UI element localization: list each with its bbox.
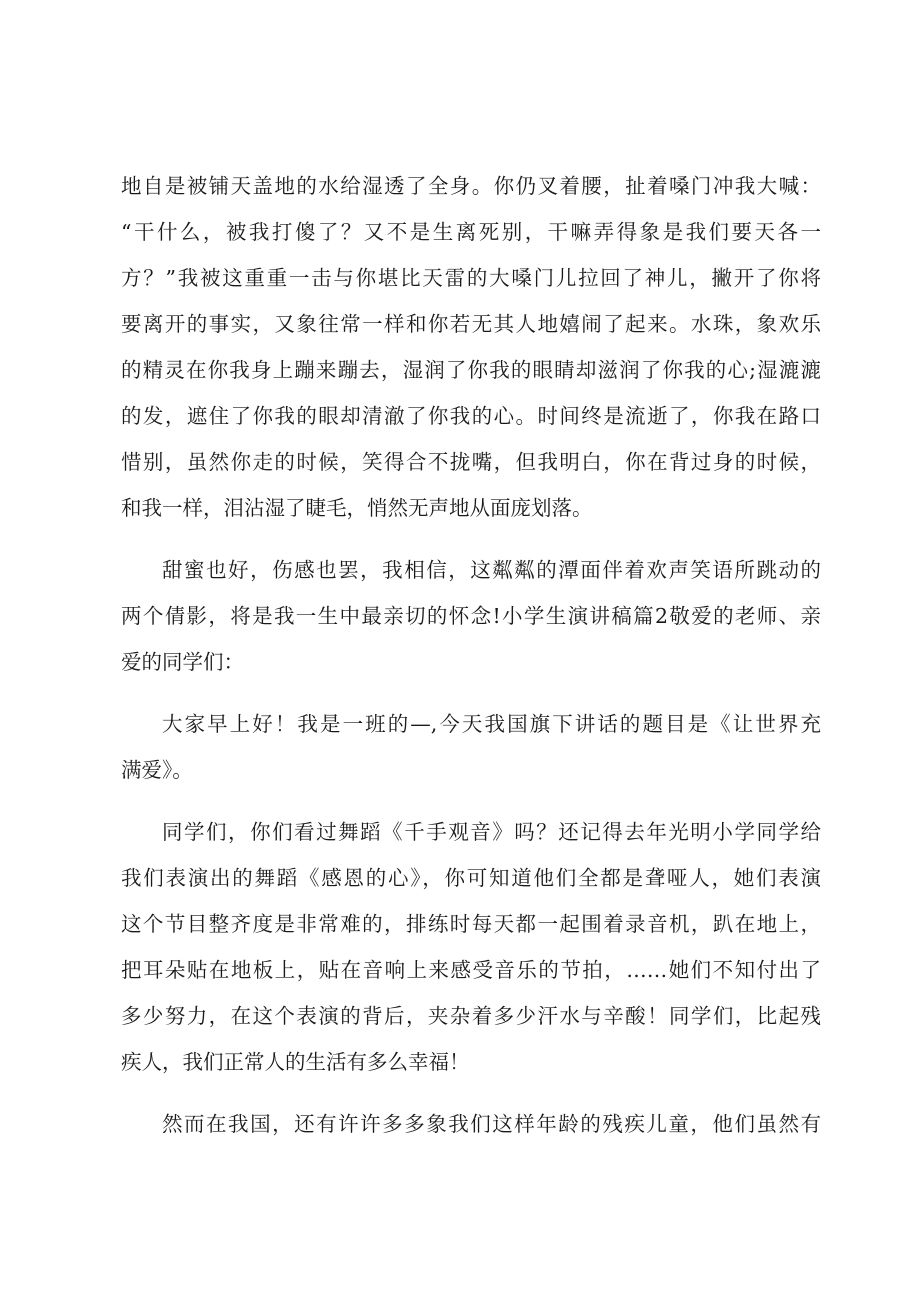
text-line: 地自是被铺天盖地的水给湿透了全身。你仍叉着腰，扯着嗓门冲我大喊： — [121, 174, 821, 198]
paragraph — [121, 547, 821, 685]
text-line: 把耳朵贴在地板上，贴在音响上来感受音乐的节拍，……她们不知付出了 — [121, 958, 821, 982]
text-line: 多少努力，在这个表演的背后，夹杂着多少汗水与辛酸！同学们，比起残 — [121, 1004, 821, 1028]
text-line: 两个倩影，将是我一生中最亲切的怀念!小学生演讲稿篇2敬爱的老师、亲 — [121, 604, 821, 628]
text-line: 的发，遮住了你我的眼却清澈了你我的心。时间终是流逝了，你我在路口 — [121, 404, 821, 428]
paragraph — [121, 163, 821, 531]
paragraph-gap — [121, 793, 821, 809]
text-line: 同学们，你们看过舞蹈《千手观音》吗？还记得去年光明小学同学给 — [162, 820, 821, 844]
paragraph-gap — [121, 531, 821, 547]
paragraph — [121, 701, 821, 793]
text-line: 大家早上好！我是一班的—,今天我国旗下讲话的题目是《让世界充 — [162, 712, 821, 736]
text-line: 爱的同学们： — [121, 650, 244, 674]
text-line: 方？”我被这重重一击与你堪比天雷的大嗓门儿拉回了神儿，撇开了你将 — [121, 266, 821, 290]
paragraph — [121, 1101, 821, 1147]
paragraph-gap — [121, 685, 821, 701]
text-line: 这个节目整齐度是非常难的，排练时每天都一起围着录音机，趴在地上， — [121, 912, 821, 936]
paragraph — [121, 809, 821, 1085]
text-line: 和我一样，泪沾湿了睫毛，悄然无声地从面庞划落。 — [121, 496, 593, 520]
paragraph-gap — [121, 1085, 821, 1101]
text-line: 疾人，我们正常人的生活有多么幸福！ — [121, 1050, 470, 1074]
text-line: 的精灵在你我身上蹦来蹦去，湿润了你我的眼睛却滋润了你我的心;湿漉漉 — [121, 358, 821, 382]
article-body — [121, 163, 821, 1147]
text-line: 我们表演出的舞蹈《感恩的心》，你可知道他们全都是聋哑人，她们表演 — [121, 866, 821, 890]
text-line: 要离开的事实，又象往常一样和你若无其人地嬉闹了起来。水珠，象欢乐 — [121, 312, 821, 336]
text-line: “干什么，被我打傻了？又不是生离死别，干嘛弄得象是我们要天各一 — [121, 220, 821, 244]
text-line: 然而在我国，还有许许多多象我们这样年龄的残疾儿童，他们虽然有 — [162, 1112, 821, 1136]
text-line: 惜别，虽然你走的时候，笑得合不拢嘴，但我明白，你在背过身的时候， — [121, 450, 821, 474]
text-line: 满爱》。 — [121, 758, 193, 782]
text-line: 甜蜜也好，伤感也罢，我相信，这粼粼的潭面伴着欢声笑语所跳动的 — [162, 558, 821, 582]
